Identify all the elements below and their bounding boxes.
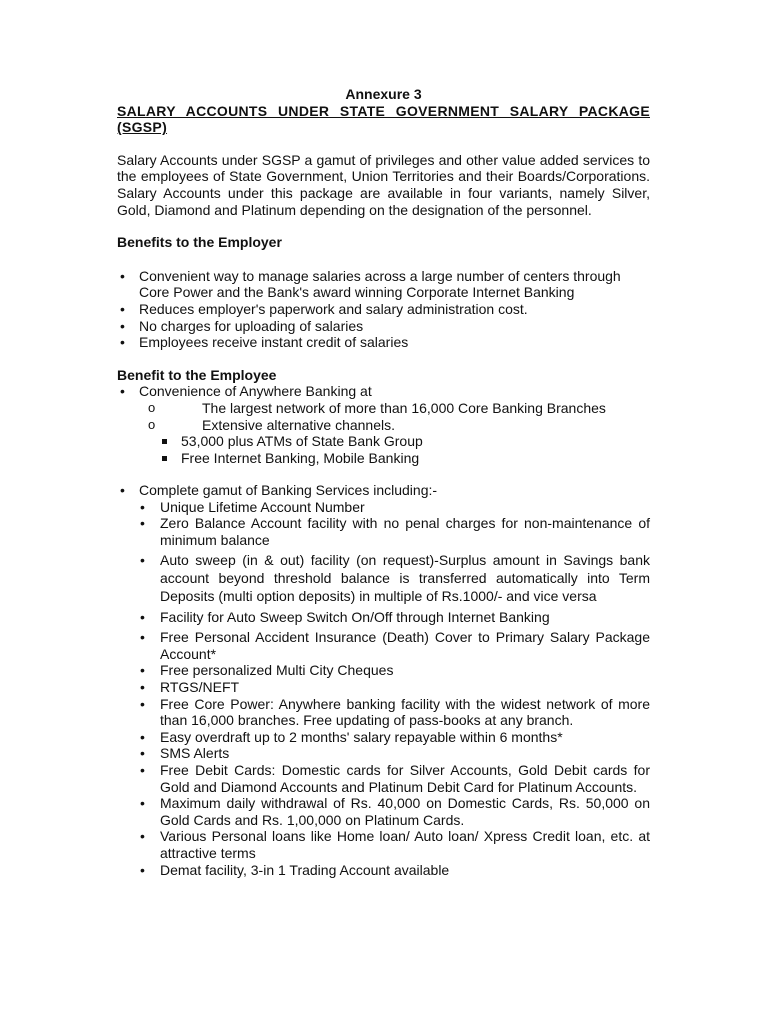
list-item: o Extensive alternative channels. bbox=[117, 417, 650, 434]
list-item: 53,000 plus ATMs of State Bank Group bbox=[117, 433, 650, 450]
list-item: • Easy overdraft up to 2 months' salary repayable within 6 months* bbox=[117, 729, 650, 746]
list-item: • Facility for Auto Sweep Switch On/Off through Internet Banking bbox=[117, 609, 650, 626]
list-item: • Convenience of Anywhere Banking at bbox=[117, 383, 650, 400]
list-item: • Free personalized Multi City Cheques bbox=[117, 662, 650, 679]
list-item: • Employees receive instant credit of salaries bbox=[117, 334, 650, 351]
list-item: • Free Personal Accident Insurance (Death) Cover to Primary Salary Package Account* bbox=[117, 629, 650, 662]
banking-services-list bbox=[117, 482, 650, 499]
list-item: • Unique Lifetime Account Number bbox=[117, 499, 650, 516]
list-item: • Complete gamut of Banking Services including:- bbox=[117, 482, 650, 499]
list-item: • Demat facility, 3-in 1 Trading Account available bbox=[117, 862, 650, 879]
anywhere-banking-sublist bbox=[117, 400, 650, 433]
employee-benefits-list bbox=[117, 383, 650, 400]
list-item: • SMS Alerts bbox=[117, 745, 650, 762]
list-item: o The largest network of more than 16,000 Core Banking Branches bbox=[117, 400, 650, 417]
document-title: SALARY ACCOUNTS UNDER STATE GOVERNMENT SALARY PACKAGE (SGSP) bbox=[117, 102, 650, 136]
employer-benefits-list bbox=[117, 268, 650, 351]
list-item: Free Internet Banking, Mobile Banking bbox=[117, 450, 650, 467]
annexure-label: Annexure 3 bbox=[345, 86, 422, 102]
list-item: • RTGS/NEFT bbox=[117, 679, 650, 696]
employer-benefits-heading: Benefits to the Employer bbox=[117, 234, 282, 251]
channels-sublist bbox=[117, 433, 650, 466]
intro-paragraph: Salary Accounts under SGSP a gamut of privileges and other value added services to the employees of State Government, Union Territories and their Boards/Corporations. Salary Accounts under this package are available in four variants, namely Silver, Gold, Diamond and Platinum depending on the designation of the personnel. bbox=[117, 151, 650, 218]
list-item: • Free Core Power: Anywhere banking facility with the widest network of more than 16,000 branches. Free updating of pass-books at any branch. bbox=[117, 696, 650, 729]
list-item: • No charges for uploading of salaries bbox=[117, 318, 650, 335]
document-page bbox=[117, 86, 650, 878]
list-item: • Free Debit Cards: Domestic cards for Silver Accounts, Gold Debit cards for Gold and Diamond Accounts and Platinum Debit Card for Platinum Accounts. bbox=[117, 762, 650, 795]
employee-benefits-heading: Benefit to the Employee bbox=[117, 366, 277, 383]
list-item: • Auto sweep (in & out) facility (on request)-Surplus amount in Savings bank account beyond threshold balance is transferred automatically into Term Deposits (multi option deposits) in multiple of Rs.1000/- and vice versa bbox=[117, 551, 650, 605]
services-sublist bbox=[117, 499, 650, 878]
list-item: • Maximum daily withdrawal of Rs. 40,000 on Domestic Cards, Rs. 50,000 on Gold Cards and Rs. 1,00,000 on Platinum Cards. bbox=[117, 795, 650, 828]
list-item: • Various Personal loans like Home loan/ Auto loan/ Xpress Credit loan, etc. at attractive terms bbox=[117, 828, 650, 861]
list-item: • Reduces employer's paperwork and salary administration cost. bbox=[117, 301, 650, 318]
list-item: • Convenient way to manage salaries across a large number of centers through Core Power and the Bank's award winning Corporate Internet Banking bbox=[117, 268, 650, 301]
list-item: • Zero Balance Account facility with no penal charges for non-maintenance of minimum balance bbox=[117, 515, 650, 548]
